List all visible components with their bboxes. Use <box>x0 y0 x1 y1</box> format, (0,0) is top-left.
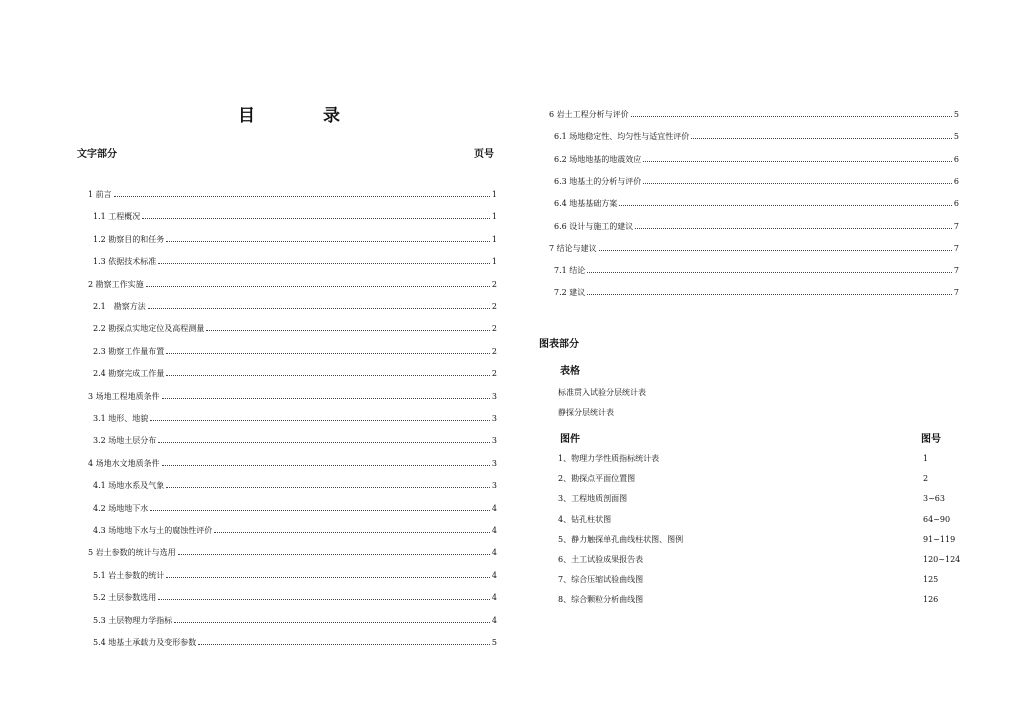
dot-leader <box>178 553 490 555</box>
toc-entry-label: 1.3 依据技术标准 <box>93 257 157 267</box>
toc-entry-page: 3 <box>491 391 497 401</box>
toc-entry[interactable] <box>93 571 497 581</box>
toc-entry-label: 6.6 设计与施工的建议 <box>554 221 634 231</box>
attachment-label: 8、综合颗粒分析曲线图 <box>558 595 644 605</box>
dot-leader <box>158 262 490 264</box>
toc-entry-label: 4.3 场地地下水与土的腐蚀性评价 <box>93 526 213 535</box>
toc-entry[interactable] <box>93 504 497 514</box>
toc-entry-label: 2.1 勘察方法 <box>93 302 146 311</box>
dot-leader <box>631 115 952 117</box>
dot-leader <box>158 441 490 443</box>
page-title <box>238 101 342 126</box>
toc-entry[interactable] <box>93 616 497 626</box>
dot-leader <box>148 307 490 309</box>
toc-entry-page: 2 <box>491 279 497 289</box>
attachment-figure-number: 3~63 <box>923 494 945 504</box>
toc-entry[interactable] <box>93 302 497 312</box>
toc-entry-page: 3 <box>491 481 497 491</box>
toc-entry-label: 4 场地水文地质条件 <box>88 458 160 468</box>
toc-entry[interactable] <box>93 347 497 357</box>
dot-leader <box>166 240 490 242</box>
toc-entry-label: 5.3 土层物理力学指标 <box>93 615 173 625</box>
toc-entry[interactable] <box>554 222 959 232</box>
dot-leader <box>619 204 952 206</box>
toc-entry-label: 5.2 土层参数选用 <box>93 593 157 603</box>
toc-entry-label: 4.2 场地地下水 <box>93 503 149 513</box>
toc-entry-page: 2 <box>491 324 497 334</box>
toc-entry-page: 7 <box>953 266 959 276</box>
toc-entry-page: 4 <box>491 526 497 535</box>
attachment-item[interactable] <box>558 575 939 585</box>
toc-entry[interactable] <box>93 324 497 334</box>
toc-entry-page: 4 <box>491 615 497 625</box>
toc-entry-page: 6 <box>953 176 959 186</box>
toc-entry-label: 6.1 场地稳定性、均匀性与适宜性评价 <box>554 132 690 142</box>
toc-entry-page: 3 <box>491 414 497 423</box>
dot-leader <box>198 643 490 645</box>
toc-entry-label: 3.1 地形、地貌 <box>93 414 149 423</box>
toc-entry[interactable] <box>88 190 497 200</box>
toc-entry[interactable] <box>549 244 959 254</box>
toc-entry[interactable] <box>554 266 959 276</box>
toc-entry[interactable] <box>93 481 497 491</box>
dot-leader <box>214 531 490 533</box>
dot-leader <box>166 576 490 578</box>
toc-entry[interactable] <box>549 110 959 120</box>
attachment-item[interactable] <box>558 534 956 545</box>
toc-entry[interactable] <box>93 369 497 379</box>
toc-entry-page: 5 <box>491 638 497 647</box>
toc-entry-page: 2 <box>491 346 497 356</box>
attachment-figure-number: 120~124 <box>923 555 961 564</box>
dot-leader <box>599 249 952 251</box>
toc-entry-page: 6 <box>953 154 959 164</box>
toc-entry-label: 7.2 建议 <box>554 288 586 298</box>
dot-leader <box>587 271 952 273</box>
toc-entry-label: 5.1 岩土参数的统计 <box>93 570 165 580</box>
dot-leader <box>643 182 952 184</box>
dot-leader <box>114 195 490 197</box>
toc-entry-page: 5 <box>953 110 959 119</box>
dot-leader <box>691 137 952 139</box>
toc-entry-label: 7 结论与建议 <box>549 243 597 253</box>
toc-entry[interactable] <box>93 212 497 222</box>
toc-entry[interactable] <box>554 177 959 187</box>
attachment-figure-number: 2 <box>923 474 929 484</box>
toc-entry-label: 7.1 结论 <box>554 266 586 276</box>
toc-entry-label: 2 勘察工作实施 <box>88 279 144 289</box>
toc-entry-page: 2 <box>491 302 497 311</box>
toc-entry-page: 5 <box>953 132 959 142</box>
text-section-heading: 文字部分 <box>77 149 117 160</box>
toc-entry[interactable] <box>88 392 497 402</box>
attachment-figure-number: 125 <box>923 575 939 585</box>
attachment-label: 6、土工试验成果报告表 <box>558 555 644 564</box>
title-char-2: 录 <box>323 106 342 126</box>
attachment-label: 7、综合压缩试验曲线图 <box>558 575 644 585</box>
dot-leader <box>162 464 490 466</box>
toc-entry-label: 2.2 勘探点实地定位及高程测量 <box>93 324 205 334</box>
table-item: 标准贯入试验分层统计表 <box>558 388 646 397</box>
attachment-figure-number: 91~119 <box>923 534 956 544</box>
dot-leader <box>206 329 490 331</box>
toc-entry[interactable] <box>93 593 497 603</box>
toc-entry[interactable] <box>554 155 959 165</box>
dot-leader <box>150 509 490 511</box>
toc-entry-page: 3 <box>491 436 497 446</box>
toc-entry-label: 1.1 工程概况 <box>93 212 141 222</box>
toc-entry-label: 3 场地工程地质条件 <box>88 391 160 401</box>
toc-entry-page: 4 <box>491 593 497 603</box>
dot-leader <box>162 397 490 399</box>
toc-entry[interactable] <box>554 199 959 209</box>
toc-entry-page: 1 <box>491 212 497 222</box>
attachment-figure-number: 126 <box>923 595 939 605</box>
toc-entry-page: 1 <box>491 257 497 267</box>
toc-entry-page: 4 <box>491 503 497 513</box>
dot-leader <box>150 419 490 421</box>
figure-section-heading: 图表部分 <box>539 339 579 350</box>
attachment-label: 2、勘探点平面位置图 <box>558 474 636 484</box>
toc-entry[interactable] <box>93 436 497 446</box>
dot-leader <box>587 293 952 295</box>
toc-entry-label: 1.2 勘察目的和任务 <box>93 234 165 244</box>
attachment-item[interactable] <box>558 514 951 525</box>
attachment-figure-number: 64~90 <box>923 514 951 524</box>
dot-leader <box>166 374 490 376</box>
toc-entry-page: 1 <box>491 190 497 199</box>
toc-entry[interactable] <box>554 288 959 298</box>
toc-entry-label: 3.2 场地土层分布 <box>93 436 157 446</box>
toc-entry-label: 4.1 场地水系及气象 <box>93 481 165 491</box>
toc-entry[interactable] <box>88 548 497 558</box>
toc-entry-label: 6.4 地基基础方案 <box>554 199 618 209</box>
attachment-figure-number: 1 <box>923 454 929 463</box>
dot-leader <box>158 598 490 600</box>
toc-entry-page: 2 <box>491 369 497 379</box>
dot-leader <box>166 486 490 488</box>
attachments-heading: 图件 <box>560 434 580 445</box>
page-number-heading: 页号 <box>474 149 494 160</box>
toc-entry-label: 5.4 地基土承载力及变形参数 <box>93 638 197 647</box>
toc-entry[interactable] <box>88 459 497 469</box>
toc-entry[interactable] <box>554 132 959 142</box>
toc-entry-label: 2.4 勘察完成工作量 <box>93 369 165 379</box>
toc-entry-label: 6 岩土工程分析与评价 <box>549 110 629 119</box>
toc-entry-label: 6.3 地基土的分析与评价 <box>554 176 642 186</box>
toc-entry-page: 7 <box>953 243 959 253</box>
toc-entry-page: 7 <box>953 288 959 298</box>
dot-leader <box>635 227 952 229</box>
toc-entry-page: 4 <box>491 548 497 558</box>
toc-entry-page: 7 <box>953 221 959 231</box>
toc-entry[interactable] <box>93 526 497 536</box>
attachment-label: 4、钻孔柱状图 <box>558 514 612 524</box>
toc-entry[interactable] <box>93 414 497 424</box>
dot-leader <box>643 160 952 162</box>
figure-number-heading: 图号 <box>921 434 941 445</box>
toc-entry-page: 3 <box>491 458 497 468</box>
dot-leader <box>146 285 490 287</box>
toc-entry[interactable] <box>93 235 497 245</box>
attachment-item[interactable] <box>558 454 929 464</box>
title-char-1: 目 <box>238 106 257 126</box>
attachment-label: 1、物理力学性质指标统计表 <box>558 454 660 463</box>
attachment-item[interactable] <box>558 595 939 605</box>
attachment-item[interactable] <box>558 555 961 565</box>
attachment-label: 3、工程地质剖面图 <box>558 494 628 504</box>
attachment-item[interactable] <box>558 494 945 504</box>
toc-entry[interactable] <box>93 257 497 267</box>
dot-leader <box>142 217 490 219</box>
toc-entry-label: 6.2 场地地基的地震效应 <box>554 154 642 164</box>
toc-entry-page: 4 <box>491 570 497 580</box>
toc-entry[interactable] <box>93 638 497 648</box>
toc-entry-page: 1 <box>491 234 497 244</box>
toc-entry-label: 5 岩土参数的统计与选用 <box>88 548 176 558</box>
toc-entry-page: 6 <box>953 199 959 209</box>
attachment-item[interactable] <box>558 474 929 484</box>
tables-heading: 表格 <box>560 366 580 377</box>
attachment-label: 5、静力触探单孔曲线柱状图、图例 <box>558 534 684 544</box>
table-item: 静探分层统计表 <box>558 408 614 417</box>
dot-leader <box>174 621 490 623</box>
toc-entry-label: 2.3 勘察工作量布置 <box>93 346 165 356</box>
toc-entry[interactable] <box>88 280 497 290</box>
dot-leader <box>166 352 490 354</box>
toc-entry-label: 1 前言 <box>88 190 112 199</box>
